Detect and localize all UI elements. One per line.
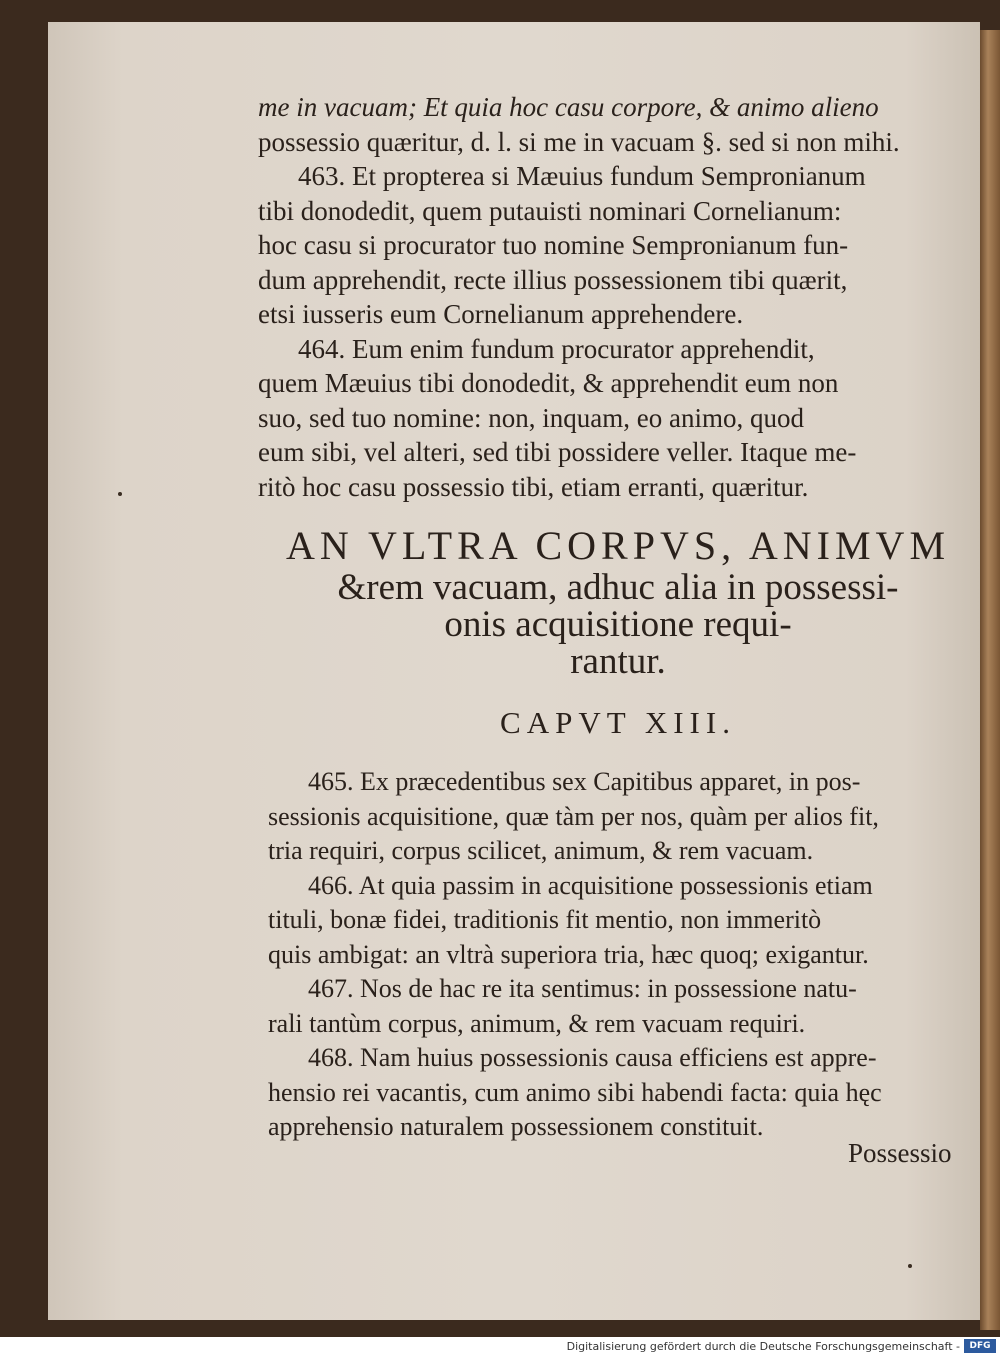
- catchword: Possessio: [848, 1138, 952, 1168]
- ink-speck: [908, 1264, 912, 1268]
- text-line: suo, sed tuo nomine: non, inquam, eo animo, quod: [258, 402, 804, 433]
- text-line: dum apprehendit, recte illius possessionem tibi quærit,: [258, 264, 848, 295]
- heading-line: AN VLTRA CORPVS, ANIMVM: [285, 523, 951, 568]
- heading-line: onis acquisitione requi-: [444, 604, 792, 645]
- text-line: apprehensio naturalem possessionem constituit.: [268, 1112, 764, 1141]
- text-line: possessio quæritur, d. l. si me in vacuam §. sed si non mihi.: [258, 126, 900, 157]
- text-line: hoc casu si procurator tuo nomine Sempronianum fun-: [258, 230, 849, 260]
- ink-speck: [118, 492, 122, 496]
- paragraph-465: 465. Ex præcedentibus sex Capitibus apparet, in pos-: [308, 767, 861, 796]
- paragraph-463: 463. Et propterea si Mæuius fundum Sempronianum: [298, 161, 866, 191]
- paragraph-466: 466. At quia passim in acquisitione possessionis etiam: [308, 870, 873, 900]
- book-edge: [980, 30, 1000, 1330]
- text-line: rali tantùm corpus, animum, & rem vacuam requiri.: [268, 1008, 806, 1038]
- text-line: hensio rei vacantis, cum animo sibi habendi facta: quia hęc: [268, 1077, 882, 1107]
- text-line: quis ambigat: an vltrà superiora tria, hæc quoq; exigantur.: [268, 939, 869, 969]
- text-line: me in vacuam; Et quia hoc casu corpore, & animo alieno: [258, 92, 879, 122]
- text-line: tria requiri, corpus scilicet, animum, & rem vacuam.: [268, 836, 814, 865]
- chapter-number: CAPVT XIII.: [500, 705, 736, 740]
- paragraph-464: 464. Eum enim fundum procurator apprehendit,: [298, 333, 815, 364]
- text-line: quem Mæuius tibi donodedit, & apprehendit eum non: [258, 368, 839, 398]
- text-line: sessionis acquisitione, quæ tàm per nos, quàm per alios fit,: [268, 801, 879, 831]
- paragraph-467: 467. Nos de hac re ita sentimus: in possessione natu-: [308, 974, 857, 1003]
- dfg-logo: DFG: [964, 1339, 996, 1353]
- heading-line: &rem vacuam, adhuc alia in possessi-: [337, 567, 899, 608]
- paragraph-468: 468. Nam huius possessionis causa efficiens est appre-: [308, 1043, 877, 1072]
- top-text-block: [258, 90, 963, 504]
- text-line: eum sibi, vel alteri, sed tibi possidere veller. Itaque me-: [258, 437, 857, 467]
- footer-credit: Digitalisierung gefördert durch die Deutsche Forschungsgemeinschaft -: [566, 1340, 960, 1353]
- text-line: etsi iusseris eum Cornelianum apprehendere.: [258, 299, 744, 329]
- footer-bar: [0, 1337, 1000, 1357]
- text-line: ritò hoc casu possessio tibi, etiam erranti, quæritur.: [258, 471, 809, 502]
- bottom-text-block: [268, 765, 963, 1145]
- text-line: tituli, bonæ fidei, traditionis fit mentio, non immeritò: [268, 905, 822, 934]
- chapter-heading: [268, 523, 968, 680]
- heading-line: rantur.: [570, 641, 666, 682]
- text-line: tibi donodedit, quem putauisti nominari Cornelianum:: [258, 195, 842, 226]
